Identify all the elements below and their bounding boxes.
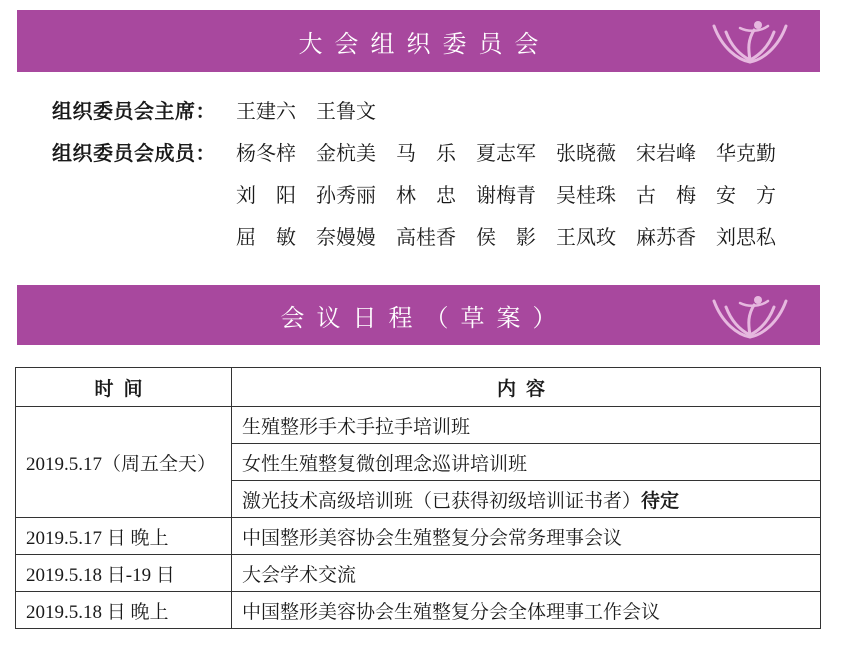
member-name: 孙秀丽 — [316, 182, 376, 207]
tbd-label: 待定 — [641, 489, 680, 512]
member-name: 马 乐 — [396, 140, 456, 165]
schedule-table — [15, 367, 821, 629]
member-name: 杨冬梓 — [236, 140, 296, 165]
member-name: 华克勤 — [716, 140, 776, 165]
member-name: 宋岩峰 — [636, 140, 696, 165]
chair-row — [52, 88, 796, 130]
lotus-figure-icon — [704, 18, 796, 66]
chair-label: 组织委员会主席： — [52, 98, 216, 123]
members-row — [52, 172, 796, 214]
content-text: 激光技术高级培训班（已获得初级培训证书者） — [242, 489, 642, 512]
lotus-figure-icon — [704, 293, 796, 341]
schedule-banner-title: 会议日程（草案） — [280, 303, 569, 332]
content-cell: 大会学术交流 — [232, 555, 821, 592]
content-cell — [232, 481, 821, 518]
table-row — [16, 518, 821, 555]
content-cell: 中国整形美容协会生殖整复分会常务理事会议 — [232, 518, 821, 555]
member-name: 刘思私 — [716, 224, 776, 249]
members-label: 组织委员会成员： — [52, 140, 216, 165]
header-content: 内容 — [232, 368, 821, 407]
table-row — [16, 592, 821, 629]
member-name: 金杭美 — [316, 140, 376, 165]
committee-banner — [17, 10, 820, 72]
member-name: 吴桂珠 — [556, 182, 616, 207]
table-row — [16, 407, 821, 444]
chair-name: 王建六 — [236, 98, 296, 123]
member-name: 刘 阳 — [236, 182, 296, 207]
time-cell: 2019.5.18 日 晚上 — [16, 592, 232, 629]
member-name: 屈 敏 — [236, 224, 296, 249]
committee-section — [52, 88, 796, 256]
committee-banner-title: 大会组织委员会 — [298, 29, 551, 58]
member-name: 高桂香 — [396, 224, 456, 249]
member-name: 侯 影 — [476, 224, 536, 249]
chair-name: 王鲁文 — [316, 98, 376, 123]
members-row — [52, 214, 796, 256]
time-cell: 2019.5.18 日-19 日 — [16, 555, 232, 592]
members-row — [52, 130, 796, 172]
table-header-row — [16, 368, 821, 407]
member-name: 安 方 — [716, 182, 776, 207]
member-name: 麻苏香 — [636, 224, 696, 249]
member-name: 谢梅青 — [476, 182, 536, 207]
content-cell: 女性生殖整复微创理念巡讲培训班 — [232, 444, 821, 481]
member-name: 王凤玫 — [556, 224, 616, 249]
content-cell: 中国整形美容协会生殖整复分会全体理事工作会议 — [232, 592, 821, 629]
time-cell: 2019.5.17 日 晚上 — [16, 518, 232, 555]
member-name: 张晓薇 — [556, 140, 616, 165]
member-name: 古 梅 — [636, 182, 696, 207]
member-name: 夏志军 — [476, 140, 536, 165]
table-row — [16, 555, 821, 592]
schedule-banner — [17, 285, 820, 345]
member-name: 奈嫚嫚 — [316, 224, 376, 249]
member-name: 林 忠 — [396, 182, 456, 207]
header-time: 时间 — [16, 368, 232, 407]
content-cell: 生殖整形手术手拉手培训班 — [232, 407, 821, 444]
time-cell: 2019.5.17（周五全天） — [16, 407, 232, 518]
